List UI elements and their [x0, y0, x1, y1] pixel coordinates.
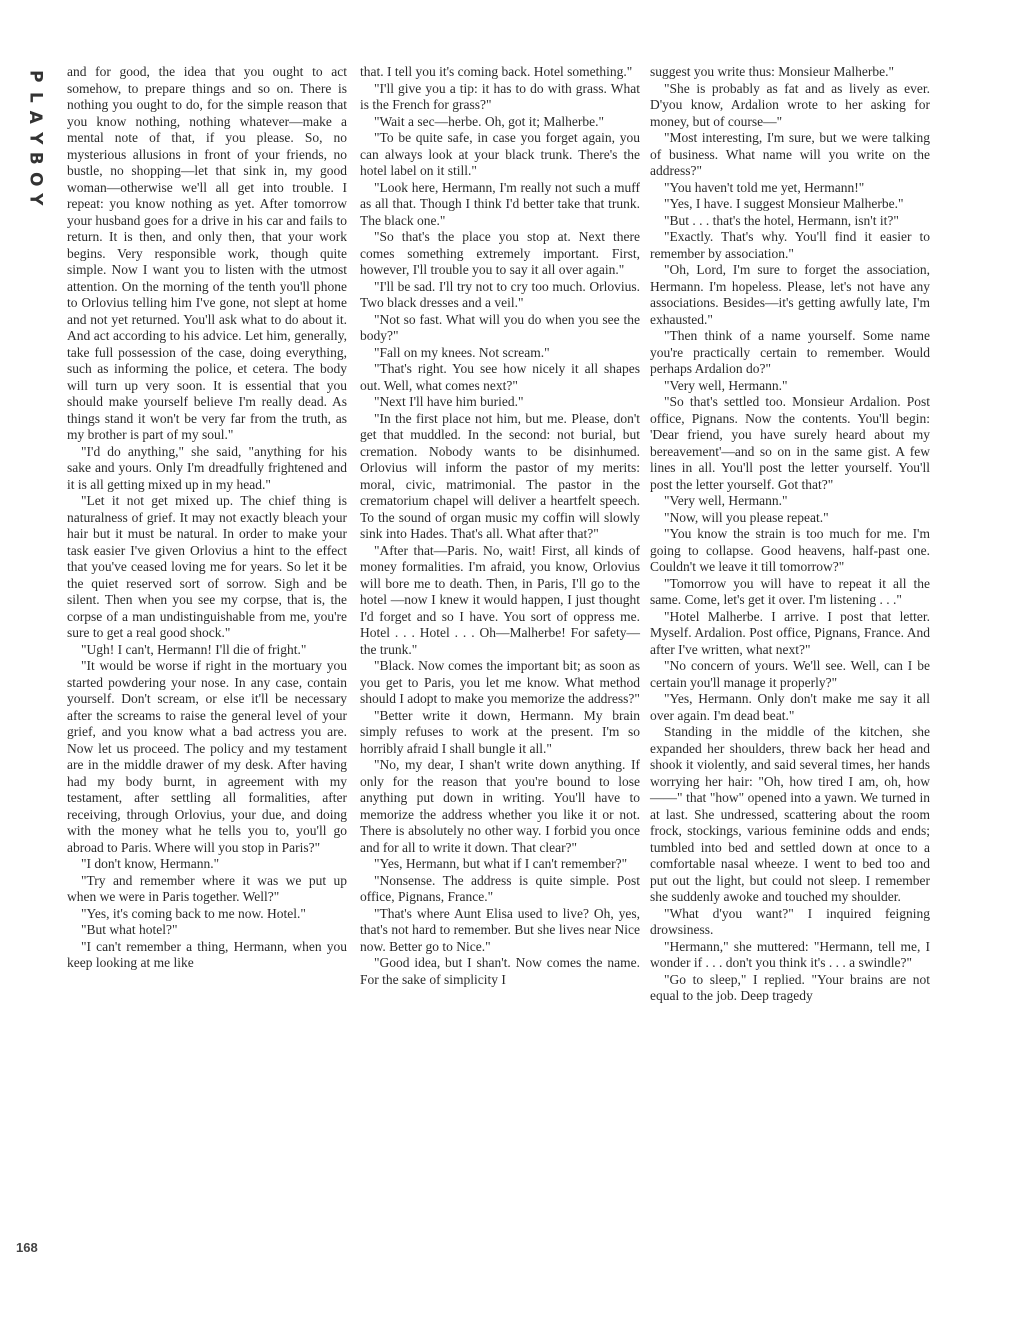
paragraph: "Yes, Hermann. Only don't make me say it all over again. I'm dead beat."	[650, 691, 930, 723]
paragraph: Standing in the middle of the kitchen, she expanded her shoulders, threw back her head and shook it violently, and said several times, her hands worrying her hair: "Oh, how tired I am, oh, how——" that "how" opened into a yawn. We turned in at last. She undressed, scattering about the room frock, stockings, various feminine odds and ends; tumbled into bed and settled down at once to a comfortable nasal wheeze. I went to bed too and put out the light, but could not sleep. I remember she suddenly awoke and touched my shoulder.	[650, 724, 930, 904]
page-number: 168	[16, 1240, 38, 1255]
paragraph: "Most interesting, I'm sure, but we were talking of business. What name will you write on the address?"	[650, 130, 930, 178]
paragraph: "Next I'll have him buried."	[374, 394, 524, 409]
paragraph: "In the first place not him, but me. Please, don't get that muddled. In the second: not burial, but cremation. Nobody wants to be disinhumed. Orlovius will inform the pastor of my merits: moral, civic, matrimonial. The pastor in the crematorium chapel will deliver a heartfelt speech. To the sound of organ music my coffin will slowly sink into Hades. That's all. What after that?"	[360, 410, 640, 541]
paragraph: "Better write it down, Hermann. My brain simply refuses to work at the present. I'm so horribly afraid I shall bungle it all."	[360, 707, 640, 756]
paragraph: "So that's settled too. Monsieur Ardalion. Post office, Pignans. Now the contents. You'll begin: 'Dear friend, you have surely heard about my bereavement'—and so on in the same gist. A few lines in all. You'll post the letter yourself. You'll post the letter yourself. Got that?"	[650, 394, 930, 492]
paragraph: "Oh, Lord, I'm sure to forget the association, Hermann. I'm hopeless. Please, let's not have any associations. Besides—it's getting awfully late, I'm exhausted."	[650, 262, 930, 327]
paragraph: "Look here, Hermann, I'm really not such a muff as all that. Though I think I'd better take that trunk. The black one."	[360, 179, 640, 228]
paragraph: "Not so fast. What will you do when you see the body?"	[360, 311, 640, 343]
paragraph: "Then think of a name yourself. Some name you're practically certain to remember. Would perhaps Ardalion do?"	[650, 328, 930, 376]
paragraph: "After that—Paris. No, wait! First, all kinds of money formalities. I'm afraid, you know, Orlovius will bore me to death. Then, in Paris, I'll go to the hotel —now I knew it would happen, I just thought I'd forget and so I have. You sort of oppress me. Hotel . . . Hotel . . . Oh—Malherbe! For safety—the trunk."	[360, 542, 640, 657]
paragraph: "Go to sleep," I replied. "Your brains are not equal to the job. Deep tragedy	[650, 971, 930, 1003]
paragraph: "She is probably as fat and as lively as ever. D'you know, Ardalion wrote to her asking for money, but of course—"	[650, 80, 930, 129]
paragraph: "Very well, Hermann."	[664, 377, 788, 393]
text-column-1	[67, 64, 347, 972]
paragraph: "You know the strain is too much for me. I'm going to collapse. Good heavens, half-past one. Couldn't we leave it till tomorrow?"	[650, 526, 930, 574]
paragraph: "That's right. You see how nicely it all shapes out. Well, what comes next?"	[360, 361, 640, 393]
text-column-3	[650, 64, 930, 1005]
paragraph: "Hermann," she muttered: "Hermann, tell me, I wonder if . . . don't you think it's . . . a swindle?"	[650, 938, 930, 970]
paragraph: "Hotel Malherbe. I arrive. I post that letter. Myself. Ardalion. Post office, Pignans, France. And after I've written, what next?"	[650, 608, 930, 657]
paragraph: "I'll be sad. I'll try not to cry too much. Orlovius. Two black dresses and a veil."	[360, 278, 640, 310]
paragraph: "Fall on my knees. Not scream."	[374, 344, 550, 360]
masthead	[20, 66, 50, 210]
paragraph: "But . . . that's the hotel, Hermann, isn't it?"	[664, 212, 899, 228]
paragraph: "Black. Now comes the important bit; as soon as you get to Paris, you let me know. What method should I adopt to make you memorize the address?"	[360, 658, 640, 706]
paragraph: "To be quite safe, in case you forget again, you can always look at your black trunk. There's the hotel label on it still."	[360, 130, 640, 178]
paragraph: "Yes, it's coming back to me now. Hotel."	[81, 905, 306, 921]
paragraph: "It would be worse if right in the mortuary you started powdering your nose. In any case, contain yourself. Don't scream, or else it'll be necessary after the screams to raise the general level of your grief, and you know what a bad actress you are. Now let us proceed. The policy and my testament are in the middle drawer of my desk. After having had my body burnt, in agreement with my testament, after settling all formalities, after receiving, through Orlovius, your due, and doing with the money what he tells you to, you'll go abroad to Paris. Where will you stop in Paris?"	[67, 658, 347, 855]
paragraph: "I can't remember a thing, Hermann, when you keep looking at me like	[67, 938, 347, 970]
paragraph: "Yes, I have. I suggest Monsieur Malherbe."	[664, 196, 904, 211]
masthead-letter: Y	[25, 131, 46, 144]
paragraph: "No, my dear, I shan't write down anything. If only for the reason that you're bound to lose anything put down in writing. You'll have to memorize the address whether you like it or not. There is absolutely no other way. I forbid you once and for all to write it down. That clear?"	[360, 757, 640, 855]
paragraph: "Good idea, but I shan't. Now comes the name. For the sake of simplicity I	[360, 955, 640, 987]
masthead-letter: L	[25, 91, 46, 103]
paragraph: that. I tell you it's coming back. Hotel something."	[360, 64, 633, 79]
paragraph: "So that's the place you stop at. Next there comes something extremely important. First, however, I'll trouble you to say it all over again."	[360, 229, 640, 277]
paragraph: "Yes, Hermann, but what if I can't remember?"	[374, 856, 628, 871]
paragraph: "What d'you want?" I inquired feigning drowsiness.	[650, 905, 930, 937]
paragraph: "You haven't told me yet, Hermann!"	[664, 179, 865, 195]
masthead-letter: A	[25, 110, 46, 124]
paragraph: "Exactly. That's why. You'll find it easier to remember by association."	[650, 229, 930, 261]
paragraph: "Very well, Hermann."	[664, 493, 788, 508]
paragraph: and for good, the idea that you ought to act somehow, to prepare things and so on. There is nothing you ought to do, for the simple reason that you know nothing, nothing whatever—make a mental note of that, if you please. So, no mysterious allusions in front of your friends, no bustle, no shopping—let that sink in, my good woman—otherwise we'll all get into trouble. I repeat: you know nothing as yet. After tomorrow your husband goes for a drive in his car and fails to return. It is then, and only then, that your work begins. Very responsible work, though quite simple. Now I want you to listen with the utmost attention. On the morning of the tenth you'll phone to Orlovius telling him I've gone, not slept at home and not yet returned. You'll ask what to do about it. And act according to his advice. Let him, generally, take full possession of the case, doing everything, such as informing the police, et cetera. The body will turn up very soon. It is essential that you should make yourself believe I'm really dead. As things stand it won't be very far from the truth, as my brother is part of my soul."	[67, 64, 347, 442]
paragraph: "But what hotel?"	[81, 922, 178, 937]
paragraph: "That's where Aunt Elisa used to live? Oh, yes, that's not hard to remember. But she lives near Nice now. Better go to Nice."	[360, 905, 640, 954]
masthead-letter: P	[25, 70, 46, 83]
paragraph: "Tomorrow you will have to repeat it all the same. Come, let's get it over. I'm listening . . ."	[650, 575, 930, 607]
paragraph: suggest you write thus: Monsieur Malherbe."	[650, 64, 894, 79]
paragraph: "Wait a sec—herbe. Oh, got it; Malherbe."	[374, 113, 604, 129]
masthead-letter: B	[25, 151, 46, 165]
paragraph: "Nonsense. The address is quite simple. Post office, Pignans, France."	[360, 872, 640, 904]
paragraph: "Let it not get mixed up. The chief thing is naturalness of grief. It may not exactly bleach your hair but it must be natural. In order to make your task easier I've given Orlovius a hint to the effect that you've ceased loving me for years. So let it be the quiet reserved sort of sorrow. Sigh and be silent. Then when you see my corpse, that is, the corpse of a man undistinguishable from me, you're sure to get a real good shock."	[67, 493, 347, 640]
paragraph: "I don't know, Hermann."	[81, 856, 220, 871]
paragraph: "No concern of yours. We'll see. Well, can I be certain you'll manage it properly?"	[650, 658, 930, 690]
paragraph: "Now, will you please repeat."	[664, 509, 829, 525]
paragraph: "I'd do anything," she said, "anything for his sake and yours. Only I'm dreadfully frightened and it is all getting mixed up in my head."	[67, 443, 347, 492]
paragraph: "I'll give you a tip: it has to do with grass. What is the French for grass?"	[360, 80, 640, 112]
paragraph: "Ugh! I can't, Hermann! I'll die of fright."	[81, 641, 307, 657]
text-column-2	[360, 64, 640, 988]
masthead-letter: O	[25, 171, 46, 186]
paragraph: "Try and remember where it was we put up when we were in Paris together. Well?"	[67, 872, 347, 904]
masthead-letter: Y	[25, 193, 46, 206]
